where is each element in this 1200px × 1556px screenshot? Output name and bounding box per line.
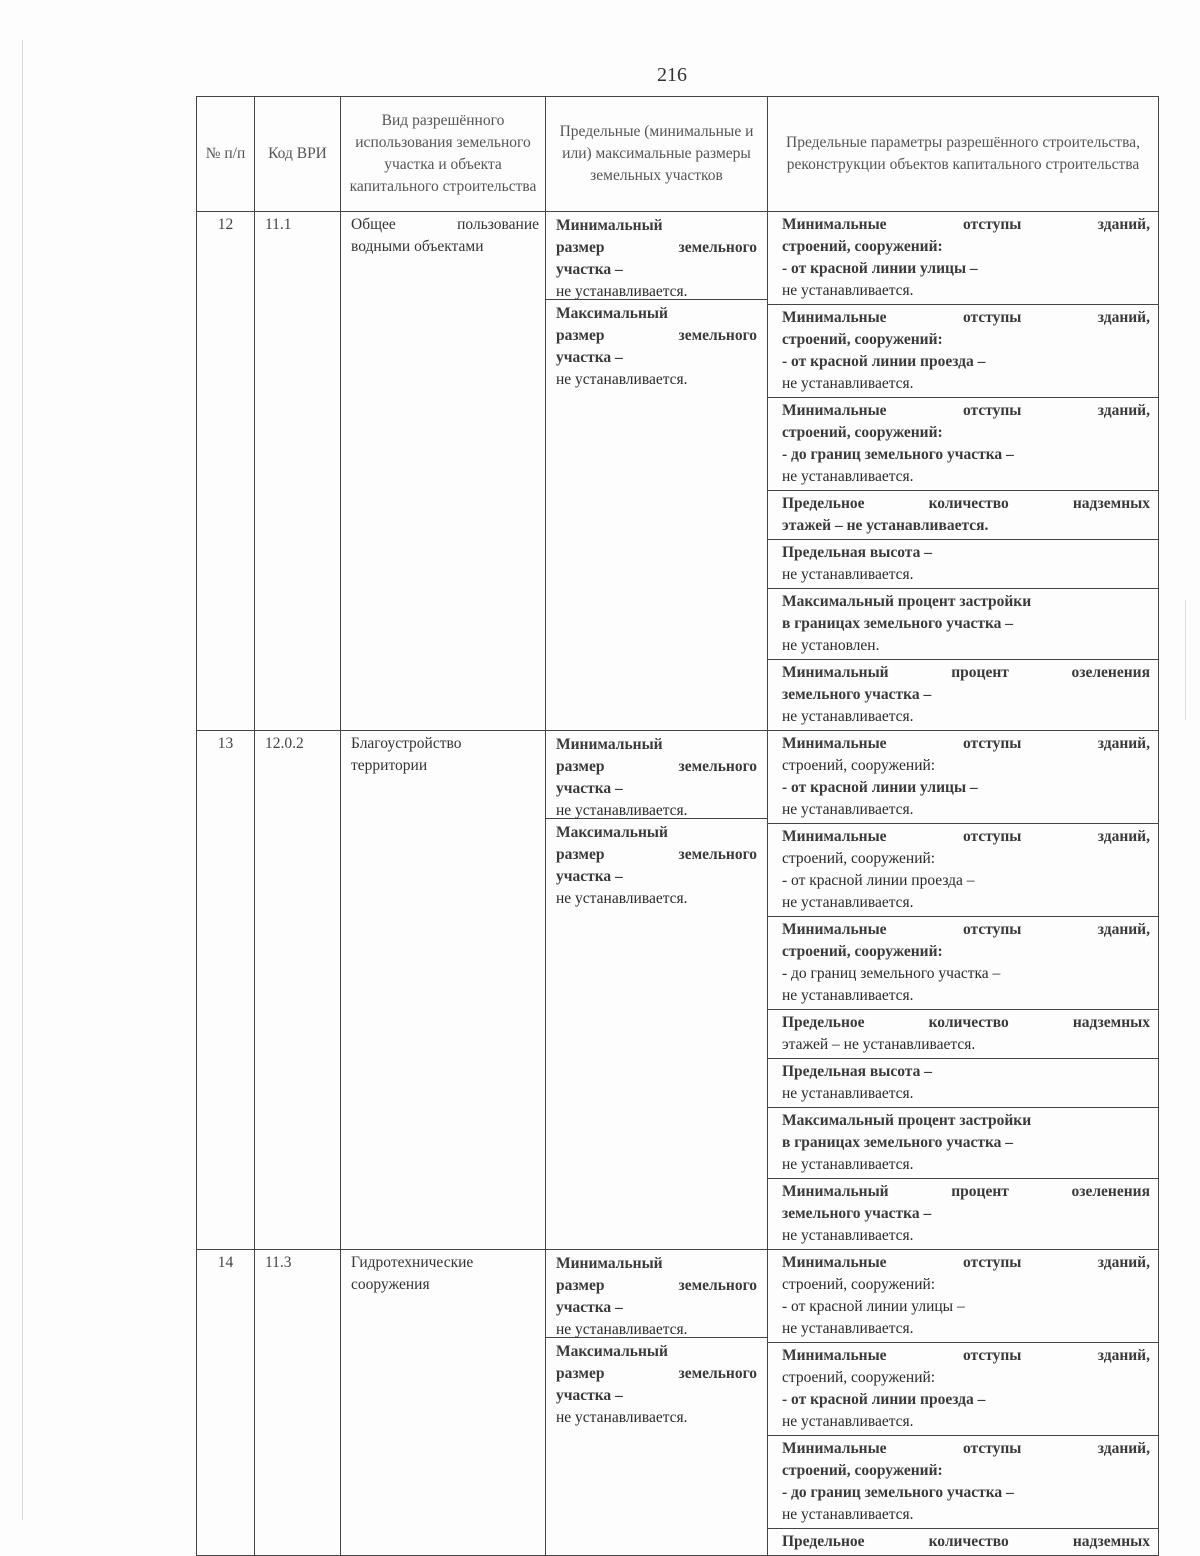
text-line: участка – [556,1299,623,1316]
param-block [768,212,1158,305]
vid-line: территории [351,757,428,774]
row-vid [341,731,546,1250]
text-line: участка – [556,1387,623,1404]
text-word: зданий, [1097,1254,1150,1271]
text-word: зданий, [1097,309,1150,326]
text-word: отступы [962,1440,1022,1457]
param-block [768,1529,1158,1555]
min-size-title: Минимальный [556,736,663,753]
text-line: не устанавливается. [782,375,914,392]
row-number: 13 [197,731,255,1250]
text-word: размер [556,239,605,256]
text-word: земельного [678,1365,757,1382]
vid-word: пользование [457,216,539,233]
text-line: не устанавливается. [782,468,914,485]
max-size-value: не устанавливается. [556,890,688,907]
text-word: озеленения [1071,1183,1150,1200]
param-block [768,1250,1158,1343]
text-word: надземных [1072,1533,1151,1550]
max-size-block [546,1338,767,1435]
table-row [197,212,1159,731]
max-size-block [546,819,767,916]
min-size-value: не устанавливается. [556,283,688,300]
text-word: Минимальные [782,921,887,938]
text-word: Минимальные [782,402,887,419]
page-number: 216 [657,64,687,86]
row-sizes [546,731,768,1250]
text-line: участка – [556,261,623,278]
text-line: строений, сооружений: [782,850,936,867]
row-number: 12 [197,212,255,731]
text-word: зданий, [1097,921,1150,938]
text-word: процент [951,1183,1009,1200]
row-params [768,1250,1159,1556]
text-word: отступы [962,309,1022,326]
param-block [768,660,1158,730]
text-line: строений, сооружений: [782,1369,936,1386]
text-line: земельного участка – [782,686,932,703]
text-word: Предельное [782,1533,865,1550]
text-word: процент [951,664,1009,681]
text-line: строений, сооружений: [782,943,943,960]
param-block [768,589,1158,660]
param-block [768,1059,1158,1108]
min-size-block [546,212,767,300]
text-word: зданий, [1097,828,1150,845]
text-word: Предельное [782,495,865,512]
param-block [768,1179,1158,1249]
text-line: не устанавливается. [782,1085,914,1102]
header-num: № п/п [197,97,255,212]
min-size-title: Минимальный [556,1255,663,1272]
text-line: не устанавливается. [782,1413,914,1430]
text-word: Минимальные [782,216,887,233]
text-word: размер [556,1365,605,1382]
max-size-title: Максимальный [556,1343,668,1360]
text-word: размер [556,846,605,863]
text-line: - от красной линии улицы – [782,779,978,796]
max-size-title: Максимальный [556,824,668,841]
row-vid [341,212,546,731]
text-line: строений, сооружений: [782,331,943,348]
text-line: не устанавливается. [782,1320,914,1337]
text-line: Максимальный процент застройки [782,593,1032,610]
table-row [197,731,1159,1250]
text-word: отступы [962,921,1022,938]
param-block [768,917,1158,1010]
max-size-value: не устанавливается. [556,1409,688,1426]
text-word: земельного [678,327,757,344]
min-size-value: не устанавливается. [556,802,688,819]
min-size-block [546,731,767,819]
vid-line: сооружения [351,1276,430,1293]
scan-margin-line-right [1185,600,1186,720]
text-word: земельного [678,846,757,863]
param-block [768,491,1158,540]
text-line: участка – [556,349,623,366]
vid-line: Гидротехнические [351,1254,474,1271]
text-line: - от красной линии улицы – [782,260,978,277]
row-code: 11.3 [255,1250,341,1556]
text-line: не устанавливается. [782,1227,914,1244]
text-word: Предельное [782,1014,865,1031]
row-sizes [546,1250,768,1556]
text-line: строений, сооружений: [782,1276,936,1293]
text-line: строений, сооружений: [782,424,943,441]
text-word: Минимальный [782,1183,889,1200]
param-block [768,540,1158,589]
text-word: отступы [962,1347,1022,1364]
text-line: - от красной линии проезда – [782,1391,986,1408]
text-line: не устанавливается. [782,566,914,583]
param-block [768,1010,1158,1059]
text-word: Минимальный [782,664,889,681]
text-word: размер [556,758,605,775]
text-line: земельного участка – [782,1205,932,1222]
row-params [768,212,1159,731]
text-word: Минимальные [782,309,887,326]
text-word: зданий, [1097,735,1150,752]
header-vid: Вид разрешённого использования земельного участка и объекта капитального строительства [341,97,546,212]
text-line: строений, сооружений: [782,757,936,774]
text-line: не установлен. [782,637,880,654]
row-code: 12.0.2 [255,731,341,1250]
text-word: надземных [1072,495,1151,512]
text-line: этажей – не устанавливается. [782,517,989,534]
vri-table [196,96,1159,1556]
param-block [768,398,1158,491]
max-size-block [546,300,767,397]
text-word: количество [928,495,1009,512]
text-line: участка – [556,868,623,885]
text-word: отступы [962,828,1022,845]
text-word: зданий, [1097,1440,1150,1457]
text-line: - от красной линии улицы – [782,1298,965,1315]
row-sizes [546,212,768,731]
text-line: не устанавливается. [782,987,914,1004]
text-word: размер [556,327,605,344]
text-word: Минимальные [782,1440,887,1457]
text-line: строений, сооружений: [782,238,943,255]
text-line: Предельная высота – [782,544,932,561]
row-number: 14 [197,1250,255,1556]
text-line: в границах земельного участка – [782,1134,1014,1151]
vid-word: Общее [351,216,396,233]
header-sizes: Предельные (минимальные и или) максимальные размеры земельных участков [546,97,768,212]
text-word: зданий, [1097,1347,1150,1364]
row-code: 11.1 [255,212,341,731]
text-word: озеленения [1071,664,1150,681]
text-line: - до границ земельного участка – [782,446,1014,463]
text-word: Минимальные [782,1347,887,1364]
text-word: отступы [962,1254,1022,1271]
text-line: не устанавливается. [782,1156,914,1173]
text-line: Максимальный процент застройки [782,1112,1032,1129]
min-size-title: Минимальный [556,217,663,234]
text-word: количество [928,1014,1009,1031]
text-line: - до границ земельного участка – [782,965,1001,982]
text-line: - до границ земельного участка – [782,1484,1014,1501]
text-line: - от красной линии проезда – [782,872,975,889]
table-header-row [197,97,1159,212]
text-word: отступы [962,402,1022,419]
text-word: зданий, [1097,216,1150,233]
max-size-title: Максимальный [556,305,668,322]
text-line: - от красной линии проезда – [782,353,986,370]
param-block [768,1436,1158,1529]
scan-margin-line [22,40,23,1520]
text-word: земельного [678,1277,757,1294]
text-line: не устанавливается. [782,894,914,911]
text-line: не устанавливается. [782,801,914,818]
text-word: размер [556,1277,605,1294]
min-size-value: не устанавливается. [556,1321,688,1338]
min-size-block [546,1250,767,1338]
text-word: зданий, [1097,402,1150,419]
text-word: Минимальные [782,1254,887,1271]
text-line: строений, сооружений: [782,1462,943,1479]
text-line: не устанавливается. [782,1506,914,1523]
text-line: не устанавливается. [782,282,914,299]
header-code: Код ВРИ [255,97,341,212]
text-word: Минимальные [782,828,887,845]
max-size-value: не устанавливается. [556,371,688,388]
text-line: не устанавливается. [782,708,914,725]
text-word: отступы [962,216,1022,233]
param-block [768,731,1158,824]
text-word: надземных [1072,1014,1151,1031]
text-word: земельного [678,239,757,256]
text-word: Минимальные [782,735,887,752]
text-word: отступы [962,735,1022,752]
row-params [768,731,1159,1250]
vid-line: водными объектами [351,238,484,255]
text-line: в границах земельного участка – [782,615,1014,632]
text-line: этажей – не устанавливается. [782,1036,976,1053]
param-block [768,305,1158,398]
header-params: Предельные параметры разрешённого строительства, реконструкции объектов капитального строительства [768,97,1159,212]
text-line: Предельная высота – [782,1063,932,1080]
param-block [768,1108,1158,1179]
param-block [768,1343,1158,1436]
vid-line: Благоустройство [351,735,462,752]
text-word: количество [928,1533,1009,1550]
row-vid [341,1250,546,1556]
text-line: участка – [556,780,623,797]
text-word: земельного [678,758,757,775]
table-row [197,1250,1159,1556]
param-block [768,824,1158,917]
